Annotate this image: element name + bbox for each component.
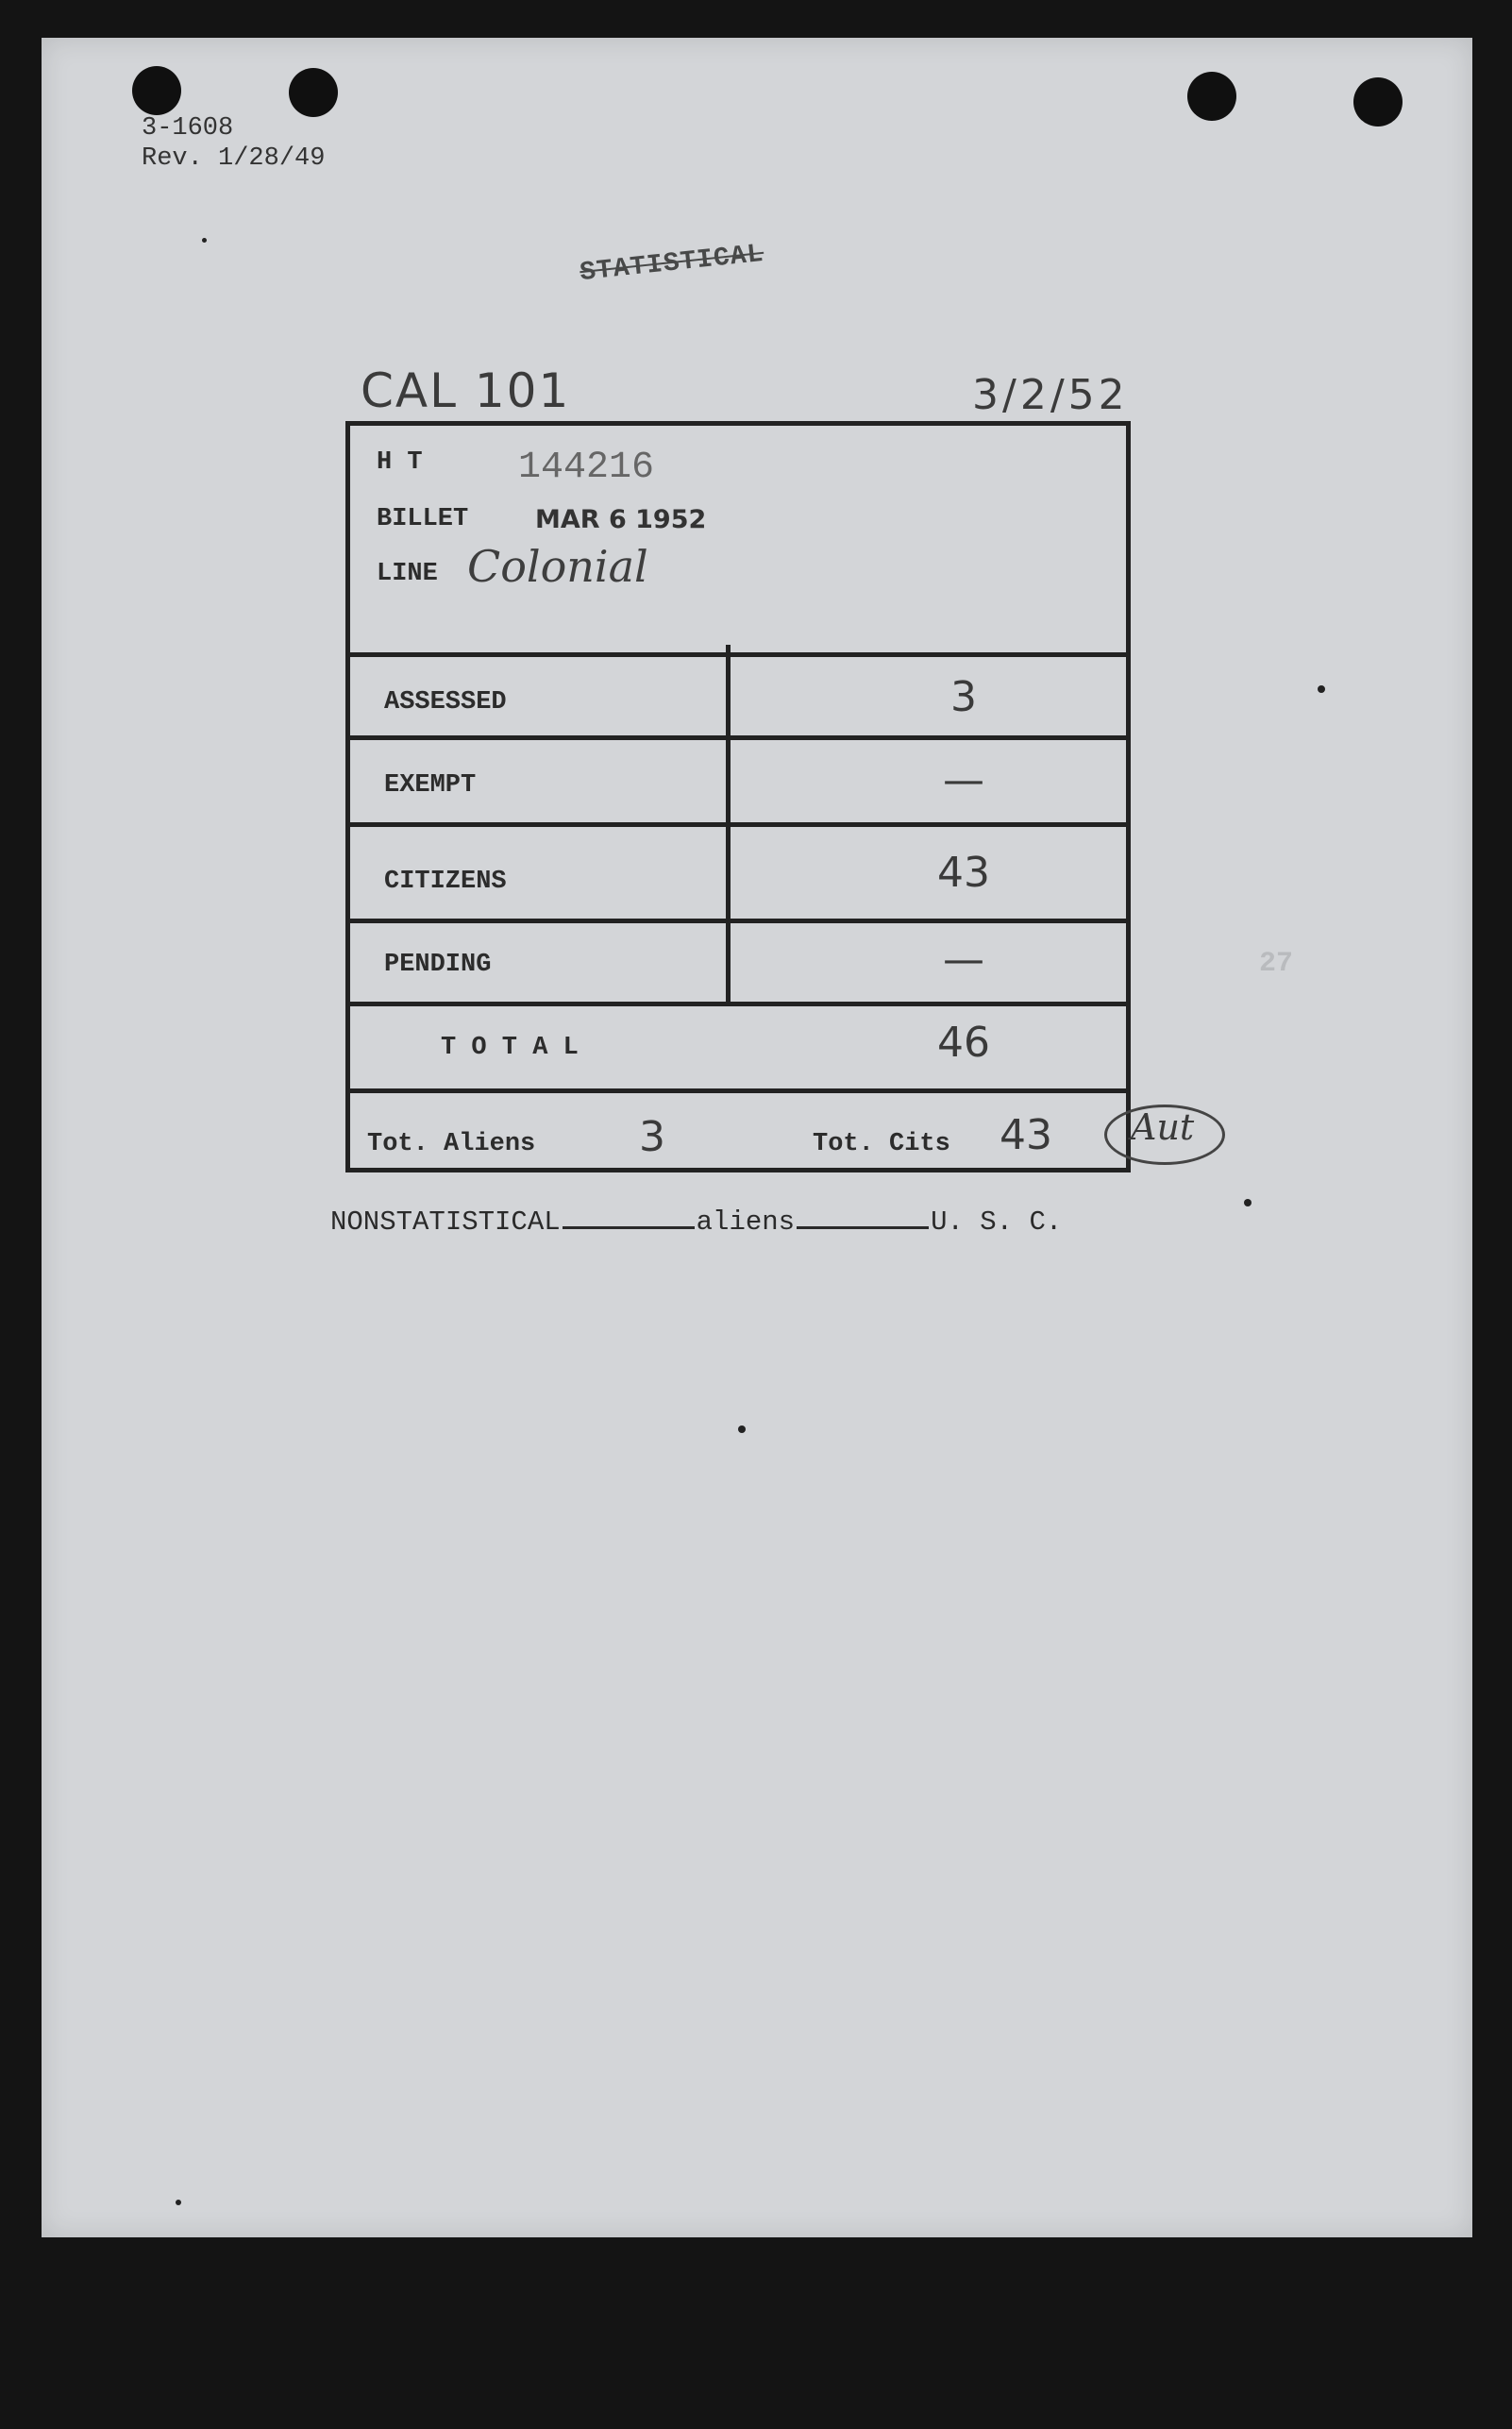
exempt-value: —	[943, 756, 984, 804]
handwritten-date: 3/2/52	[972, 371, 1129, 419]
blank-field	[563, 1226, 695, 1229]
exempt-label: EXEMPT	[384, 771, 477, 800]
initials: Aut	[1131, 1106, 1195, 1148]
form-revision: Rev. 1/28/49	[142, 144, 326, 173]
divider	[350, 652, 1126, 657]
billet-date-stamp: MAR 6 1952	[535, 505, 707, 534]
handwritten-reference: CAL 101	[361, 363, 571, 418]
divider	[350, 822, 1126, 827]
form-number-block	[142, 113, 325, 174]
divider	[350, 919, 1126, 923]
speck	[176, 2200, 181, 2205]
divider	[350, 735, 1126, 740]
speck	[738, 1425, 746, 1433]
speck	[1244, 1199, 1252, 1206]
total-cits-label: Tot. Cits	[813, 1130, 950, 1158]
total-label: T O T A L	[441, 1034, 579, 1062]
manifest-summary-form	[345, 421, 1131, 1172]
total-value: 46	[937, 1019, 990, 1067]
punch-hole	[289, 68, 338, 117]
column-divider	[726, 645, 731, 1006]
assessed-label: ASSESSED	[384, 688, 507, 717]
total-aliens-value: 3	[639, 1113, 665, 1161]
pending-value: —	[943, 936, 984, 984]
total-aliens-label: Tot. Aliens	[367, 1130, 536, 1158]
aliens-label: aliens	[696, 1206, 796, 1238]
blank-field	[797, 1226, 929, 1229]
line-label: LINE	[377, 560, 438, 588]
citizens-label: CITIZENS	[384, 868, 507, 896]
divider	[350, 1002, 1126, 1006]
statistical-stamp: STATISTICAL	[578, 239, 765, 289]
speck	[1318, 685, 1325, 693]
ht-number: 144216	[518, 447, 655, 489]
nonstatistical-label: NONSTATISTICAL	[330, 1206, 561, 1238]
total-cits-value: 43	[1000, 1111, 1052, 1159]
citizens-value: 43	[937, 849, 990, 897]
punch-hole	[132, 66, 181, 115]
billet-label: BILLET	[377, 505, 469, 533]
nonstatistical-line	[330, 1206, 1062, 1238]
speck	[202, 238, 207, 243]
form-number: 3-1608	[142, 114, 234, 143]
margin-note: 27	[1259, 948, 1294, 980]
ht-label: H T	[377, 448, 423, 477]
punch-hole	[1353, 77, 1403, 127]
divider	[350, 1088, 1126, 1093]
assessed-value: 3	[950, 673, 977, 721]
punch-hole	[1187, 72, 1236, 121]
pending-label: PENDING	[384, 951, 492, 979]
line-value: Colonial	[467, 541, 648, 592]
usc-label: U. S. C.	[931, 1206, 1063, 1238]
